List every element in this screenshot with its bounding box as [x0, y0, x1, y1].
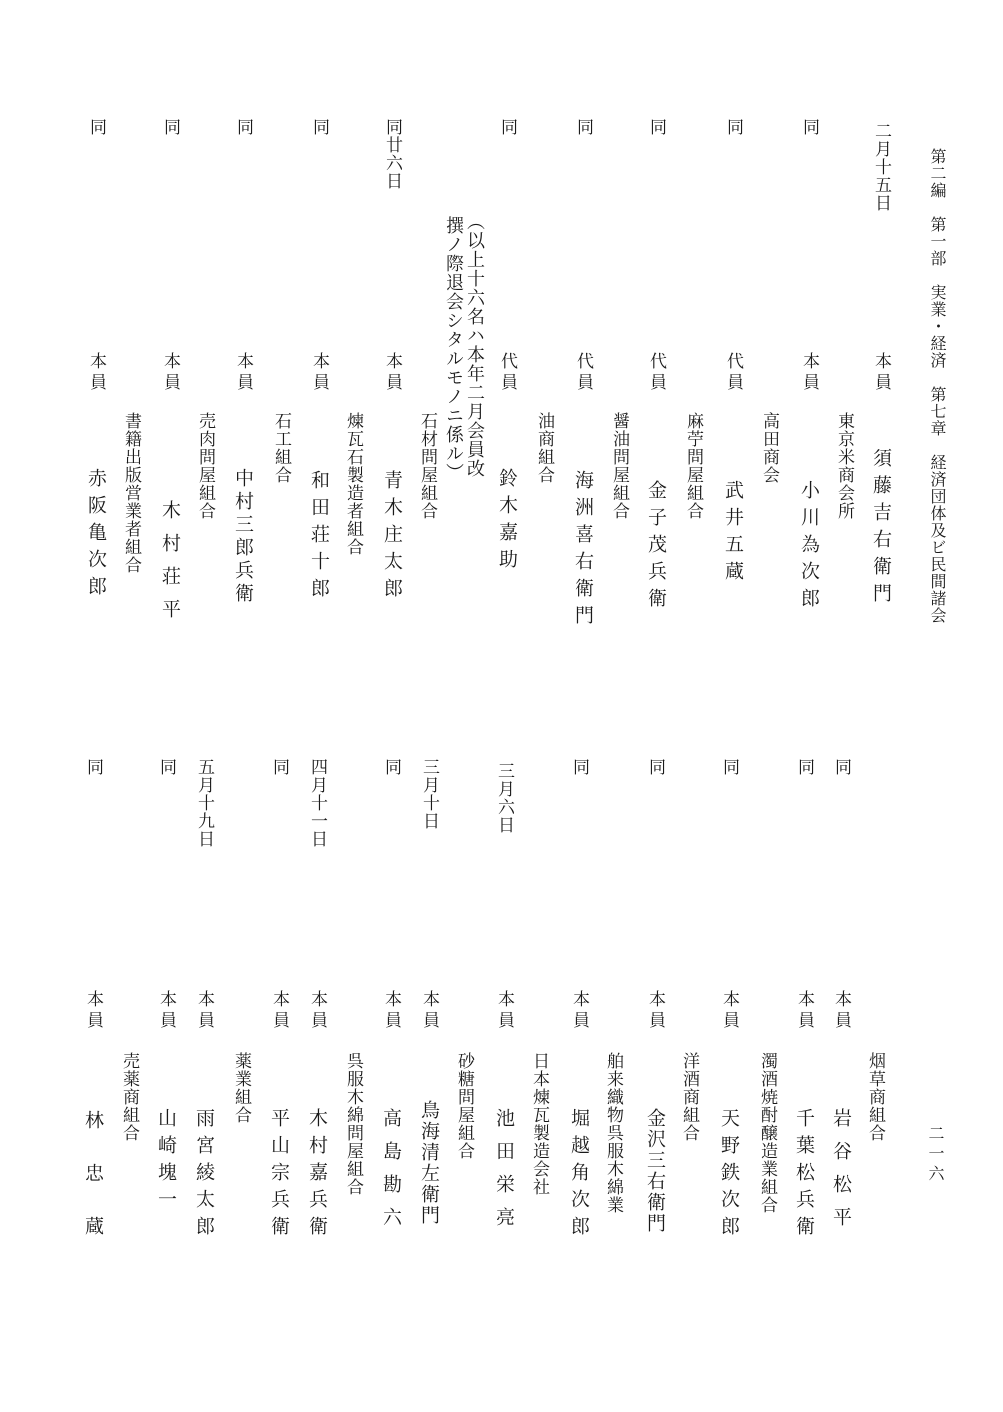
entry-org: 東京米商会所: [834, 412, 854, 520]
entry-org: 石工組合: [271, 412, 291, 484]
entry-org: 砂糖問屋組合: [454, 1052, 474, 1160]
entry-name: 金子茂兵衛: [645, 480, 667, 615]
entry-role: 本員: [794, 990, 814, 1032]
entry-role: 本員: [194, 990, 214, 1032]
entry-role: 本員: [307, 990, 327, 1032]
entry-org: 濁酒焼酎醸造業組合: [757, 1052, 777, 1214]
note-line-2: 撰ノ際退会シタルモノニ係ル）: [443, 216, 464, 482]
entry-date: 三月六日: [494, 762, 514, 834]
entry-date: 同: [723, 118, 743, 136]
entry-date: 同: [381, 758, 401, 776]
entry-role: 代員: [646, 352, 666, 394]
entry-name: 和田荘十郎: [308, 470, 330, 605]
entry-role: 本員: [83, 990, 103, 1032]
entry-role: 本員: [382, 352, 402, 394]
entry-org: 舶来織物呉服木綿業: [603, 1052, 623, 1214]
entry-date: 同: [156, 758, 176, 776]
note-line-1: （以上十六名ハ本年二月会員改: [464, 212, 485, 478]
entry-org: 烟草商組合: [865, 1052, 885, 1142]
entry-date: 同: [799, 118, 819, 136]
entry-role: 代員: [573, 352, 593, 394]
entry-name: 木村嘉兵衛: [306, 1108, 328, 1243]
entry-date: 同: [645, 758, 665, 776]
entry-name: 中村三郎兵衛: [232, 468, 254, 606]
entry-org: 書籍出版営業者組合: [121, 412, 141, 574]
entry-date: 同: [646, 118, 666, 136]
entry-name: 平山宗兵衛: [268, 1108, 290, 1243]
entry-role: 本員: [831, 990, 851, 1032]
entry-role: 本員: [156, 990, 176, 1032]
entry-name: 高島勘六: [380, 1108, 402, 1240]
entry-name: 堀越角次郎: [568, 1108, 590, 1243]
entry-name: 赤阪亀次郎: [85, 468, 107, 603]
entry-role: 本員: [799, 352, 819, 394]
entry-role: 本員: [419, 990, 439, 1032]
entry-org: 醤油問屋組合: [609, 412, 629, 520]
entry-org: 麻苧問屋組合: [683, 412, 703, 520]
entry-date: 同: [309, 118, 329, 136]
entry-date: 二月十五日: [871, 122, 891, 212]
entry-org: 売肉問屋組合: [195, 412, 215, 520]
entry-date: 三月十日: [419, 758, 439, 830]
entry-role: 本員: [233, 352, 253, 394]
entry-name: 林忠蔵: [82, 1110, 104, 1269]
entry-date: 四月十一日: [307, 758, 327, 848]
entry-org: 売薬商組合: [119, 1052, 139, 1142]
entry-role: 本員: [309, 352, 329, 394]
entry-date: 同: [83, 758, 103, 776]
entry-org: 日本煉瓦製造会社: [529, 1052, 549, 1196]
entry-name: 須藤吉右衛門: [870, 448, 892, 610]
entry-name: 天野鉄次郎: [718, 1108, 740, 1243]
entry-name: 海洲喜右衛門: [572, 470, 594, 632]
entry-role: 本員: [569, 990, 589, 1032]
entry-role: 代員: [497, 352, 517, 394]
entry-date: 同: [831, 758, 851, 776]
entry-name: 青木庄太郎: [381, 470, 403, 605]
entry-date: 五月十九日: [194, 758, 214, 848]
entry-date: 同: [269, 758, 289, 776]
entry-name: 池田栄亮: [493, 1108, 515, 1240]
entry-name: 岩谷松平: [830, 1108, 852, 1240]
entry-org: 煉瓦石製造者組合: [343, 412, 363, 556]
entry-name: 山崎塊一: [155, 1108, 177, 1216]
entry-date: 同廿六日: [382, 118, 402, 190]
entry-date: 同: [719, 758, 739, 776]
entry-org: 洋酒商組合: [679, 1052, 699, 1142]
entry-org: 呉服木綿問屋組合: [343, 1052, 363, 1196]
entry-date: 同: [160, 118, 180, 136]
entry-name: 武井五蔵: [722, 480, 744, 588]
entry-org: 薬業組合: [231, 1052, 251, 1124]
entry-date: 同: [569, 758, 589, 776]
entry-date: 同: [86, 118, 106, 136]
entry-date: 同: [794, 758, 814, 776]
entry-org: 石材問屋組合: [417, 412, 437, 520]
entry-org: 高田商会: [759, 412, 779, 484]
page-number: 二一六: [926, 1125, 945, 1185]
entry-org: 油商組合: [534, 412, 554, 484]
entry-role: 本員: [494, 990, 514, 1032]
entry-role: 本員: [269, 990, 289, 1032]
entry-name: 雨宮綾太郎: [193, 1108, 215, 1243]
running-head: 第二編 第一部 実業・経済 第七章 経済団体及ビ民間諸会: [928, 148, 947, 624]
entry-name: 千葉松兵衛: [793, 1108, 815, 1243]
entry-name: 木村荘平: [159, 500, 181, 632]
entry-role: 本員: [86, 352, 106, 394]
entry-role: 本員: [645, 990, 665, 1032]
entry-name: 鈴木嘉助: [496, 468, 518, 576]
entry-name: 金沢三右衛門: [644, 1108, 666, 1234]
entry-date: 同: [573, 118, 593, 136]
entry-role: 本員: [160, 352, 180, 394]
entry-role: 本員: [719, 990, 739, 1032]
entry-role: 代員: [723, 352, 743, 394]
entry-date: 同: [497, 118, 517, 136]
entry-role: 本員: [381, 990, 401, 1032]
entry-role: 本員: [871, 352, 891, 394]
entry-name: 小川為次郎: [798, 480, 820, 615]
entry-name: 鳥海清左衛門: [418, 1100, 440, 1226]
entry-date: 同: [233, 118, 253, 136]
